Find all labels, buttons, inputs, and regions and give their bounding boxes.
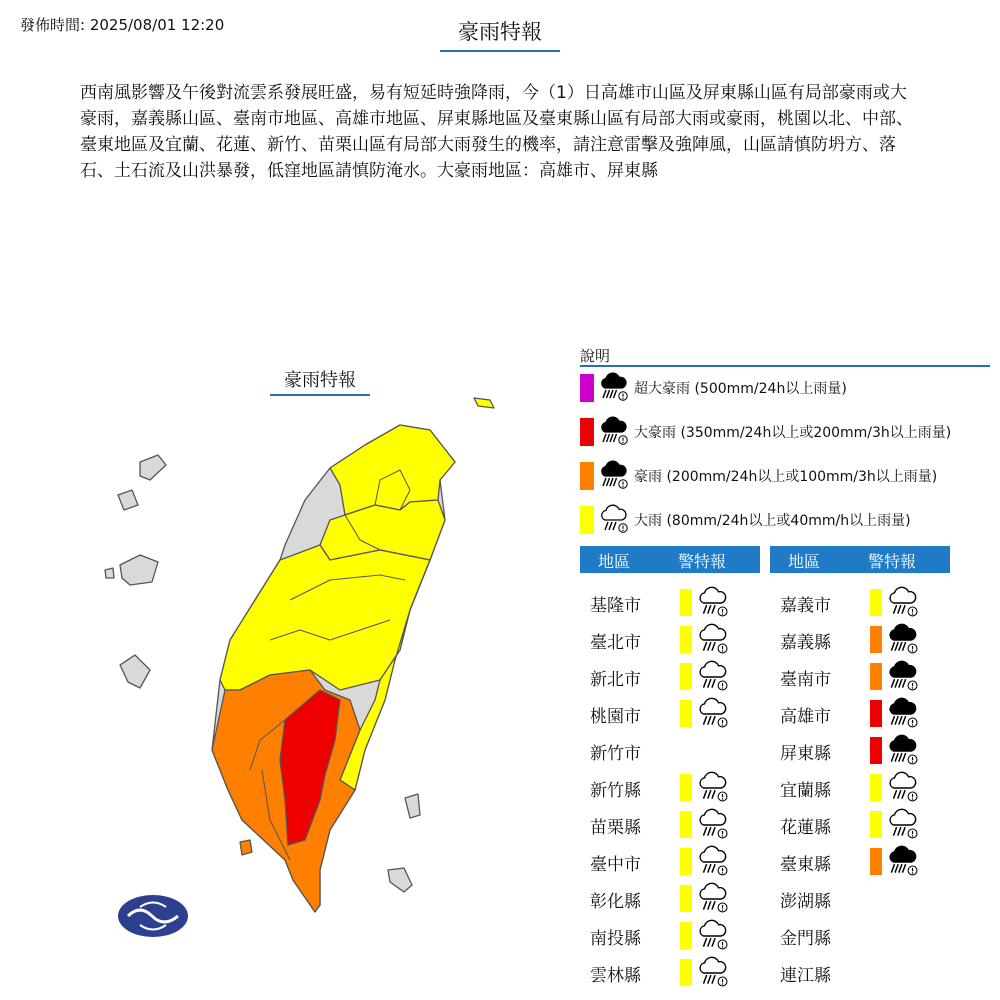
warning-level-bar: [870, 700, 882, 727]
legend-label: 超大豪雨 (500mm/24h以上雨量): [634, 381, 847, 397]
map-title: 豪雨特報: [270, 366, 370, 396]
region-name: 臺中市: [590, 855, 641, 875]
taiwan-warning-map: [0, 380, 560, 940]
table-row: [580, 769, 760, 806]
region-name: 苗栗縣: [590, 818, 641, 838]
torrential-rain-icon: [886, 844, 920, 880]
header-region: 地區: [788, 552, 821, 571]
heavy-rain-icon: [696, 918, 730, 954]
forecast-description: 西南風影響及午後對流雲系發展旺盛，易有短延時強降雨，今（1）日高雄市山區及屏東縣山區有局部豪雨或大豪雨，嘉義縣山區、臺南市地區、高雄市地區、屏東縣地區及臺東縣山區有局部大雨或豪雨，桃園以北、中部、臺東地區及宜蘭、花蓮、新竹、苗栗山區有局部大雨發生的機率，請注意雷擊及強陣風，山區請慎防坍方、落石、土石流及山洪暴發，低窪地區請慎防淹水。大豪雨地區：高雄市、屏東縣: [80, 83, 913, 181]
legend-title: 說明: [580, 347, 611, 365]
table-row: [770, 880, 950, 917]
warning-level-bar: [680, 626, 692, 653]
map-island-liuqiu: [240, 840, 252, 855]
super-torrential-rain-icon: [598, 415, 630, 449]
table-header-left: [580, 546, 760, 573]
legend-swatch: [580, 462, 594, 490]
region-name: 高雄市: [780, 707, 831, 727]
heavy-rain-icon: [598, 503, 630, 537]
header-warning: 警特報: [868, 552, 917, 571]
heavy-rain-icon: [696, 881, 730, 917]
region-name: 基隆市: [590, 596, 641, 616]
table-row: [770, 584, 950, 621]
table-row: [770, 917, 950, 954]
warning-level-bar: [680, 959, 692, 986]
region-name: 嘉義縣: [780, 633, 831, 653]
table-row: [770, 954, 950, 991]
legend-label: 大豪雨 (350mm/24h以上或200mm/3h以上雨量): [634, 425, 952, 441]
table-row: [580, 732, 760, 769]
table-row: [580, 954, 760, 991]
region-name: 花蓮縣: [780, 818, 831, 838]
warning-level-bar: [680, 922, 692, 949]
warning-level-bar: [870, 589, 882, 616]
warning-level-bar: [870, 811, 882, 838]
warning-level-bar: [680, 700, 692, 727]
heavy-rain-icon: [696, 696, 730, 732]
legend-item: [580, 415, 951, 449]
map-island-penghu: [105, 455, 166, 688]
heavy-rain-icon: [696, 585, 730, 621]
legend-swatch: [580, 418, 594, 446]
table-row: [770, 732, 950, 769]
legend-label: 大雨 (80mm/24h以上或40mm/h以上雨量): [634, 513, 911, 529]
legend-item: [580, 459, 937, 493]
region-name: 宜蘭縣: [780, 781, 831, 801]
region-name: 雲林縣: [590, 966, 641, 986]
torrential-rain-icon: [598, 459, 630, 493]
table-row: [770, 843, 950, 880]
warning-level-bar: [680, 663, 692, 690]
region-name: 彰化縣: [590, 892, 641, 912]
region-name: 新北市: [590, 670, 641, 690]
map-island-orchid: [388, 868, 412, 892]
region-name: 臺北市: [590, 633, 641, 653]
heavy-rain-icon: [696, 955, 730, 991]
warning-level-bar: [870, 663, 882, 690]
legend-label: 豪雨 (200mm/24h以上或100mm/3h以上雨量): [634, 469, 938, 485]
heavy-rain-icon: [886, 770, 920, 806]
heavy-rain-icon: [696, 807, 730, 843]
extreme-torrential-rain-icon: [598, 371, 630, 405]
table-row: [770, 769, 950, 806]
region-name: 嘉義市: [780, 596, 831, 616]
map-region-central: [220, 545, 430, 690]
warning-level-bar: [870, 737, 882, 764]
page-title: 豪雨特報: [440, 16, 560, 52]
region-name: 臺東縣: [780, 855, 831, 875]
heavy-rain-icon: [696, 659, 730, 695]
legend-item: [580, 371, 847, 405]
region-name: 金門縣: [780, 929, 831, 949]
header-region: 地區: [598, 552, 631, 571]
warning-level-bar: [680, 811, 692, 838]
region-name: 連江縣: [780, 966, 831, 986]
issued-time: 發佈時間: 2025/08/01 12:20: [20, 16, 225, 34]
cwa-logo: [118, 895, 188, 937]
table-header-right: [770, 546, 950, 573]
table-row: [770, 658, 950, 695]
table-row: [770, 621, 950, 658]
region-name: 南投縣: [590, 929, 641, 949]
warning-level-bar: [870, 774, 882, 801]
warning-level-bar: [680, 774, 692, 801]
legend-divider: [580, 365, 990, 367]
region-name: 新竹縣: [590, 781, 641, 801]
table-row: [580, 917, 760, 954]
region-name: 澎湖縣: [780, 892, 831, 912]
table-row: [580, 658, 760, 695]
map-island-green: [405, 794, 420, 818]
heavy-rain-icon: [696, 622, 730, 658]
region-name: 桃園市: [590, 707, 641, 727]
warning-level-bar: [680, 589, 692, 616]
heavy-rain-icon: [696, 770, 730, 806]
heavy-rain-icon: [886, 585, 920, 621]
torrential-rain-icon: [886, 659, 920, 695]
table-row: [580, 880, 760, 917]
region-name: 新竹市: [590, 744, 641, 764]
heavy-rain-icon: [886, 807, 920, 843]
legend-swatch: [580, 374, 594, 402]
legend-swatch: [580, 506, 594, 534]
table-row: [580, 843, 760, 880]
table-row: [580, 695, 760, 732]
warning-level-bar: [870, 626, 882, 653]
warning-level-bar: [870, 848, 882, 875]
region-name: 臺南市: [780, 670, 831, 690]
table-row: [770, 695, 950, 732]
super-torrential-rain-icon: [886, 696, 920, 732]
table-row: [580, 806, 760, 843]
map-island-north: [474, 398, 494, 408]
legend-item: [580, 503, 911, 537]
table-row: [580, 584, 760, 621]
warning-level-bar: [680, 848, 692, 875]
super-torrential-rain-icon: [886, 733, 920, 769]
region-name: 屏東縣: [780, 744, 831, 764]
table-row: [770, 806, 950, 843]
table-row: [580, 621, 760, 658]
warning-level-bar: [680, 885, 692, 912]
torrential-rain-icon: [886, 622, 920, 658]
header-warning: 警特報: [678, 552, 727, 571]
heavy-rain-icon: [696, 844, 730, 880]
